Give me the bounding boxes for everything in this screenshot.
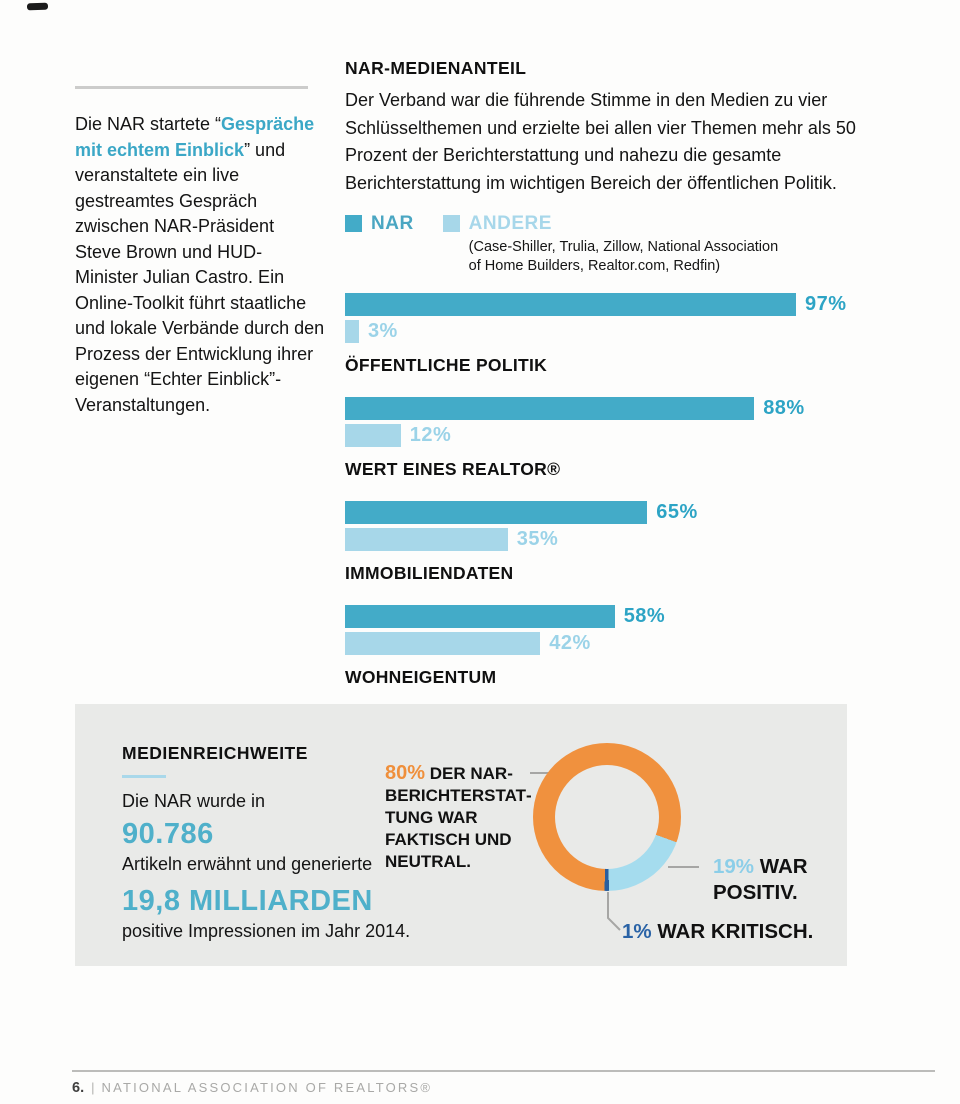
category-label: WERT EINES REALTOR® xyxy=(345,459,561,479)
legend-item-nar xyxy=(345,213,414,235)
donut-label-neutral xyxy=(385,762,545,873)
legend-andere-block xyxy=(469,213,791,276)
bar-value-label: 42% xyxy=(549,632,591,654)
legend-swatch-nar xyxy=(345,215,362,232)
legend-swatch-andere xyxy=(443,215,460,232)
reach-line-2: Artikeln erwähnt und generierte xyxy=(122,854,373,874)
footer-divider xyxy=(72,1070,935,1072)
footer-org-name: NATIONAL ASSOCIATION OF REALTORS® xyxy=(101,1080,433,1095)
donut-hole xyxy=(555,765,659,869)
donut-chart xyxy=(533,743,681,891)
media-reach-title: MEDIENREICHWEITE xyxy=(122,743,308,763)
bar-track xyxy=(345,320,810,343)
scan-artifact xyxy=(27,3,48,11)
bar-value-label: 58% xyxy=(623,605,666,627)
bar-track xyxy=(345,293,847,316)
category-label: WOHNEIGENTUM xyxy=(345,667,497,687)
bar-value-label: 88% xyxy=(763,397,805,419)
media-reach-stats xyxy=(122,743,422,942)
donut-value-critical: 1% xyxy=(622,920,652,943)
bar-nar xyxy=(345,501,647,524)
bar-group-wohneigentum xyxy=(345,605,810,688)
section-title: NAR-MEDIENANTEIL xyxy=(345,58,527,78)
bar-nar xyxy=(345,605,615,628)
sidebar-divider xyxy=(75,86,308,89)
bar-group-immobiliendaten xyxy=(345,501,810,584)
bar-group-wert-eines-realtor xyxy=(345,397,810,480)
bar-nar xyxy=(345,293,796,316)
legend-item-andere xyxy=(443,213,791,276)
bar-track xyxy=(345,605,810,628)
donut-text-positive: WAR POSITIV. xyxy=(713,855,808,904)
bar-nar xyxy=(345,397,754,420)
bar-value-label: 12% xyxy=(409,424,452,446)
donut-value-positive: 19% xyxy=(713,855,755,878)
bar-chart xyxy=(345,293,847,709)
bar-andere xyxy=(345,320,359,343)
page-number: 6. xyxy=(72,1080,85,1096)
donut-text-critical: WAR KRITISCH. xyxy=(651,920,814,943)
bar-track xyxy=(345,528,810,551)
section-description: Der Verband war die führende Stimme in den Medien zu vier Schlüsselthemen und erzielte bei allen vier Themen mehr als 50 Prozent der Berichterstattung und nahezu die gesamte Berichterstattung im wichtigen Bereich der öffentlichen Politik. xyxy=(345,90,856,193)
reach-line-3: positive Impressionen im Jahr 2014. xyxy=(122,921,411,941)
sidebar-text-highlight: Gespräche mit echtem Einblick xyxy=(75,114,315,160)
donut-label-positive xyxy=(713,854,845,906)
footer xyxy=(72,1080,432,1096)
chart-legend xyxy=(345,213,791,276)
reach-stat-articles: 90.786 xyxy=(122,818,214,850)
sidebar-paragraph xyxy=(75,112,325,418)
footer-separator: | xyxy=(91,1080,95,1095)
bar-andere xyxy=(345,632,540,655)
sidebar-text-intro: Die NAR startete “ xyxy=(75,114,222,134)
legend-note: (Case-Shiller, Trulia, Zillow, National Association of Home Builders, Realtor.com, Redfin) xyxy=(468,239,779,274)
reach-stat-impressions: 19,8 MILLIARDEN xyxy=(122,885,373,917)
bar-value-label: 65% xyxy=(656,501,698,523)
donut-label-critical xyxy=(622,920,842,944)
bar-track xyxy=(345,424,810,447)
sidebar-text-rest: ” und veranstaltete ein live gestreamtes Gespräch zwischen NAR-Präsident Steve Brown und HUD-Minister Julian Castro. Ein Online-Toolkit führt staatliche und lokale Verbände durch den Prozess der Entwicklung ihrer eigenen “Echter Einblick”-Veranstaltungen. xyxy=(75,139,325,415)
category-label: ÖFFENTLICHE POLITIK xyxy=(345,355,548,375)
bar-value-label: 35% xyxy=(516,528,559,550)
accent-underline xyxy=(122,775,166,778)
bar-track xyxy=(345,501,810,524)
donut-text-neutral: DER NAR-BERICHTERSTATTUNG WAR FAKTISCH UND NEUTRAL. xyxy=(385,764,532,871)
leader-line-positive xyxy=(668,866,699,868)
bar-andere xyxy=(345,424,401,447)
donut-value-neutral: 80% xyxy=(385,762,426,784)
bar-group-oeffentliche-politik xyxy=(345,293,847,376)
legend-label-andere: ANDERE xyxy=(468,213,552,234)
bar-andere xyxy=(345,528,508,551)
bar-value-label: 3% xyxy=(367,320,398,342)
bar-track xyxy=(345,397,810,420)
media-reach-panel xyxy=(75,704,847,966)
reach-line-1: Die NAR wurde in xyxy=(122,791,266,811)
category-label: IMMOBILIENDATEN xyxy=(345,563,514,583)
bar-value-label: 97% xyxy=(805,293,847,315)
legend-label-nar: NAR xyxy=(371,213,414,234)
bar-track xyxy=(345,632,810,655)
